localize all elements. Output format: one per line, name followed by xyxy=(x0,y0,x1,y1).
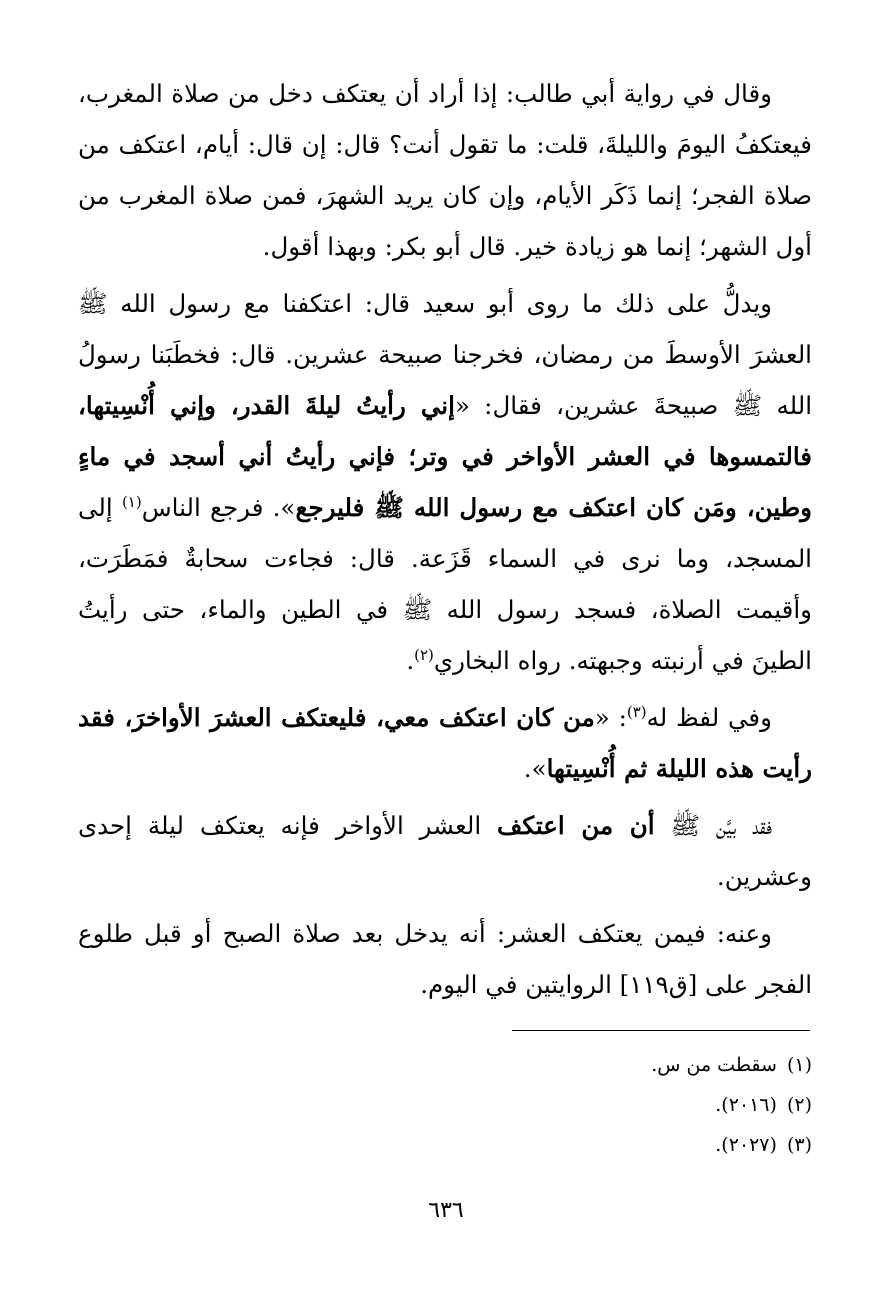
paragraph-1 xyxy=(78,68,812,272)
footnote-number: (١) xyxy=(786,1054,812,1076)
footnote-1 xyxy=(412,1045,812,1085)
paragraph-2-end: . xyxy=(406,646,415,675)
footnote-number: (٣) xyxy=(786,1134,812,1156)
footnote-text: (٢٠٢٧). xyxy=(715,1134,777,1156)
paragraph-3-part-2: : « xyxy=(594,703,627,732)
paragraph-2-part-3: إلى المسجد، وما نرى في السماء قَزَعة. قال: فجاءت سحابةٌ فمَطَرَت، وأقيمت الصلاة، فسجد رسول الله ﷺ في الطين والماء، حتى رأيتُ الطينَ في أرنبته وجبهته. رواه البخاري xyxy=(78,493,812,675)
paragraph-5-text: وعنه: فيمن يعتكف العشر: أنه يدخل بعد صلاة الصبح أو قبل طلوع الفجر على [ق١١٩] الروايتين في اليوم. xyxy=(78,919,812,999)
footnote-number: (٢) xyxy=(786,1094,812,1116)
paragraph-4 xyxy=(78,800,812,902)
paragraph-3-end: ». xyxy=(523,754,547,783)
footnote-text: سقطت من س. xyxy=(651,1054,777,1076)
paragraph-5 xyxy=(78,908,812,1010)
footnote-divider xyxy=(512,1030,810,1031)
footnote-ref-3[interactable]: (٣) xyxy=(626,702,647,721)
paragraph-4-bold: أن من اعتكف xyxy=(497,811,655,840)
paragraph-2 xyxy=(78,278,812,686)
footnote-2 xyxy=(412,1085,812,1125)
footnote-ref-1[interactable]: (١) xyxy=(121,492,142,511)
footnotes xyxy=(412,1045,812,1165)
hadith-quote-bold: إني رأيتُ ليلةَ القدر، وإني أُنْسِيتها، فالتمسوها في العشر الأواخر في وتر؛ فإني رأيتُ أني أسجد في ماءٍ وطين، ومَن كان اعتكف مع رسول الله ﷺ فليرجع xyxy=(78,391,813,522)
paragraph-4-part-2: العشر الأواخر فإنه يعتكف ليلة إحدى وعشرين. xyxy=(78,811,812,891)
footnote-3 xyxy=(412,1125,812,1165)
hadith-quote-bold-2: من كان اعتكف معي، فليعتكف العشرَ الأواخرَ، فقد رأيت هذه الليلة ثم أُنْسِيتها xyxy=(78,703,812,783)
page-body xyxy=(78,68,812,1016)
page-number: ٦٣٦ xyxy=(428,1198,464,1223)
paragraph-4-part-1: فقد بيَّن ﷺ xyxy=(654,811,773,840)
paragraph-2-part-1: ويدلُّ على ذلك ما روى أبو سعيد قال: اعتكفنا مع رسول الله ﷺ العشرَ الأوسطَ من رمضان، فخرجنا صبيحة عشرين. قال: فخطَبَنا رسولُ الله ﷺ صبيحةَ عشرين، فقال: « xyxy=(78,289,812,420)
footnote-text: (٢٠١٦). xyxy=(715,1094,777,1116)
paragraph-2-part-2: ». فرجع الناس xyxy=(141,493,296,522)
paragraph-1-text: وقال في رواية أبي طالب: إذا أراد أن يعتكف دخل من صلاة المغرب، فيعتكفُ اليومَ والليلةَ، قلت: ما تقول أنت؟ قال: إن قال: أيام، اعتكف من صلاة الفجر؛ إنما ذَكَر الأيام، وإن كان يريد الشهرَ، فمن صلاة المغرب من أول الشهر؛ إنما هو زيادة خير. قال أبو بكر: وبهذا أقول. xyxy=(78,79,812,261)
paragraph-3 xyxy=(78,692,812,794)
paragraph-3-part-1: وفي لفظ له xyxy=(646,703,772,732)
footnote-ref-2[interactable]: (٢) xyxy=(414,645,434,664)
